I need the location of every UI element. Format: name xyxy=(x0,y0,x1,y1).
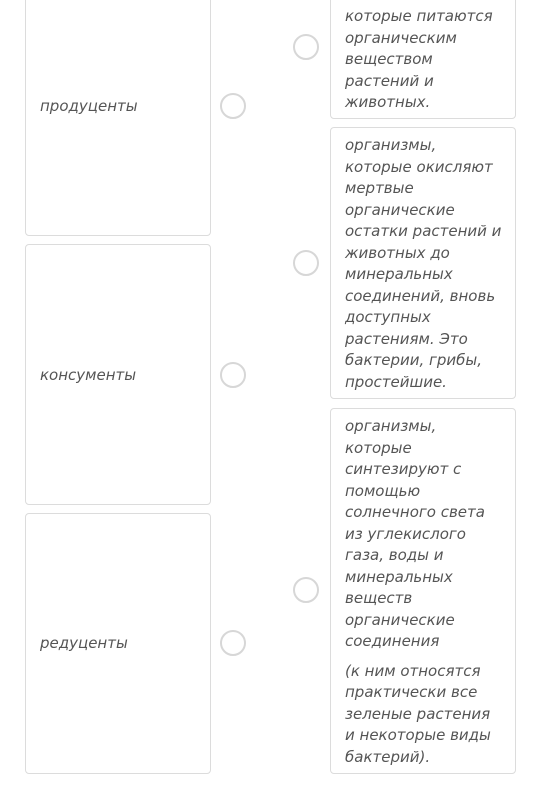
term-label: консументы xyxy=(40,366,137,384)
term-radio-producers[interactable] xyxy=(220,93,246,119)
definition-paragraph: (к ним относятся практически все зеленые растения и некоторые виды бактерий). xyxy=(345,661,491,766)
definition-text xyxy=(345,135,503,393)
term-label: продуценты xyxy=(40,97,138,115)
definition-card-2[interactable] xyxy=(330,127,516,399)
definition-card-3[interactable] xyxy=(330,408,516,774)
term-label: редуценты xyxy=(40,634,128,652)
definition-radio-3[interactable] xyxy=(293,577,319,603)
term-card-decomposers[interactable] xyxy=(25,513,211,774)
definition-card-1[interactable] xyxy=(330,0,516,119)
term-radio-consumers[interactable] xyxy=(220,362,246,388)
term-card-consumers[interactable] xyxy=(25,244,211,505)
definition-paragraph: которые питаются органическим веществом растений и животных. xyxy=(345,7,493,111)
term-radio-decomposers[interactable] xyxy=(220,630,246,656)
definition-text xyxy=(345,6,503,114)
definition-paragraph: организмы, которые окисляют мертвые органические остатки растений и животных до минеральных соединений, вновь доступных растениям. Это бактерии, грибы, простейшие. xyxy=(345,136,502,391)
term-card-producers[interactable] xyxy=(25,0,211,236)
definition-radio-2[interactable] xyxy=(293,250,319,276)
definition-paragraph: организмы, которые синтезируют с помощью солнечного света из углекислого газа, воды и минеральных веществ органические соединения xyxy=(345,417,485,650)
definition-text xyxy=(345,416,503,768)
definition-radio-1[interactable] xyxy=(293,34,319,60)
